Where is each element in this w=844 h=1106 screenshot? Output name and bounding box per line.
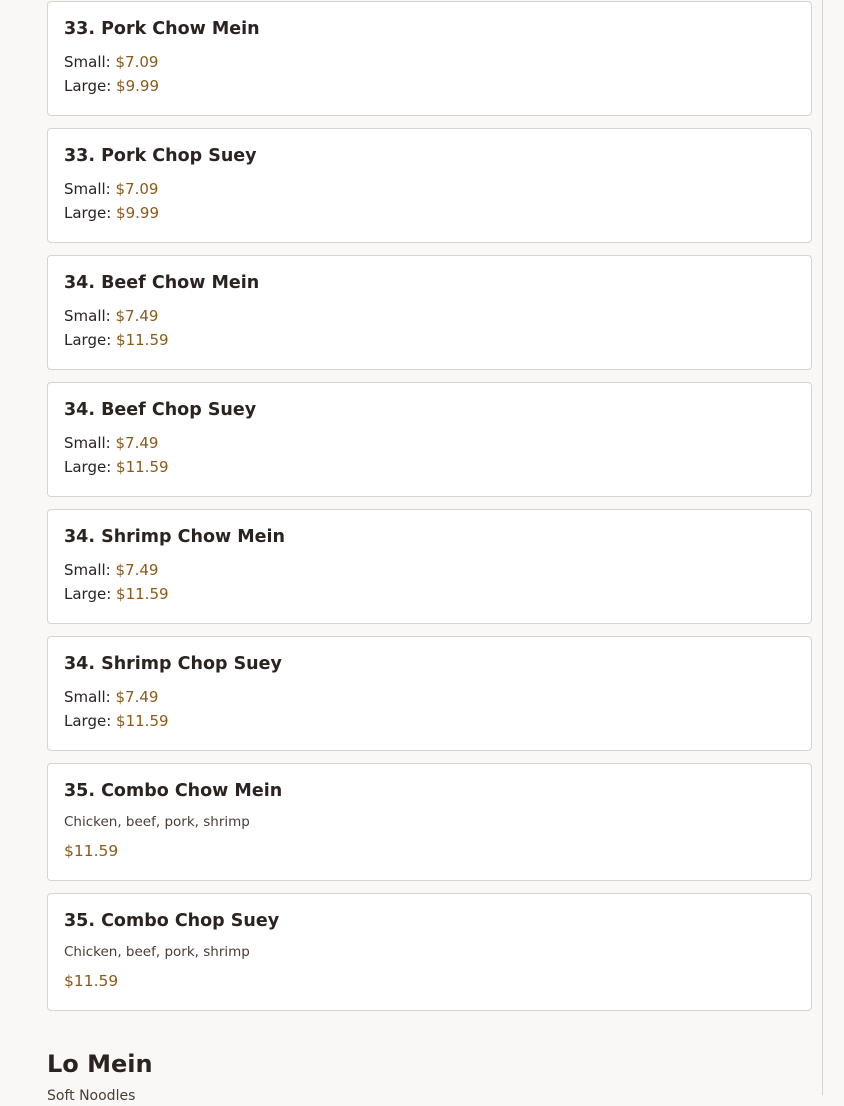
small-label: Small: xyxy=(64,434,111,452)
small-price-line xyxy=(64,50,795,74)
large-price: $11.59 xyxy=(116,331,169,349)
small-price: $7.09 xyxy=(115,53,159,71)
large-label: Large: xyxy=(64,712,112,730)
small-price-line xyxy=(64,558,795,582)
large-price-line xyxy=(64,74,795,98)
menu-item-price: $11.59 xyxy=(64,842,119,860)
menu-item-card[interactable] xyxy=(47,1,812,116)
menu-item-card[interactable] xyxy=(47,636,812,751)
small-price: $7.49 xyxy=(115,307,159,325)
menu-item-card[interactable] xyxy=(47,893,812,1011)
small-price: $7.49 xyxy=(115,434,159,452)
menu-item-name: 34. Shrimp Chop Suey xyxy=(64,654,282,674)
small-price: $7.49 xyxy=(115,561,159,579)
small-label: Small: xyxy=(64,307,111,325)
large-label: Large: xyxy=(64,331,112,349)
small-label: Small: xyxy=(64,180,111,198)
large-label: Large: xyxy=(64,77,112,95)
small-label: Small: xyxy=(64,561,111,579)
menu-item-card[interactable] xyxy=(47,255,812,370)
large-price: $9.99 xyxy=(116,204,159,222)
section-subtitle: Soft Noodles xyxy=(47,1088,136,1104)
small-label: Small: xyxy=(64,53,111,71)
small-price: $7.09 xyxy=(115,180,159,198)
small-price-line xyxy=(64,431,795,455)
menu-item-list xyxy=(47,1,812,1023)
large-price-line xyxy=(64,709,795,733)
menu-item-name: 33. Pork Chop Suey xyxy=(64,146,257,166)
section-title: Lo Mein xyxy=(47,1050,153,1078)
menu-item-card[interactable] xyxy=(47,763,812,881)
content-right-divider xyxy=(822,0,823,1095)
large-label: Large: xyxy=(64,204,112,222)
menu-item-card[interactable] xyxy=(47,509,812,624)
menu-item-card[interactable] xyxy=(47,382,812,497)
small-price-line xyxy=(64,304,795,328)
menu-item-name: 35. Combo Chop Suey xyxy=(64,911,280,931)
large-price-line xyxy=(64,582,795,606)
small-price-line xyxy=(64,685,795,709)
large-price-line xyxy=(64,328,795,352)
large-label: Large: xyxy=(64,458,112,476)
menu-item-name: 35. Combo Chow Mein xyxy=(64,781,283,801)
menu-item-name: 33. Pork Chow Mein xyxy=(64,19,260,39)
menu-item-description: Chicken, beef, pork, shrimp xyxy=(64,944,250,960)
menu-item-name: 34. Shrimp Chow Mein xyxy=(64,527,285,547)
large-price: $11.59 xyxy=(116,585,169,603)
large-price-line xyxy=(64,201,795,225)
small-price: $7.49 xyxy=(115,688,159,706)
menu-item-card[interactable] xyxy=(47,128,812,243)
menu-item-price: $11.59 xyxy=(64,972,119,990)
small-label: Small: xyxy=(64,688,111,706)
menu-item-description: Chicken, beef, pork, shrimp xyxy=(64,814,250,830)
menu-item-name: 34. Beef Chop Suey xyxy=(64,400,257,420)
large-price: $11.59 xyxy=(116,458,169,476)
large-price: $11.59 xyxy=(116,712,169,730)
menu-item-name: 34. Beef Chow Mein xyxy=(64,273,260,293)
large-price-line xyxy=(64,455,795,479)
small-price-line xyxy=(64,177,795,201)
large-price: $9.99 xyxy=(116,77,159,95)
large-label: Large: xyxy=(64,585,112,603)
